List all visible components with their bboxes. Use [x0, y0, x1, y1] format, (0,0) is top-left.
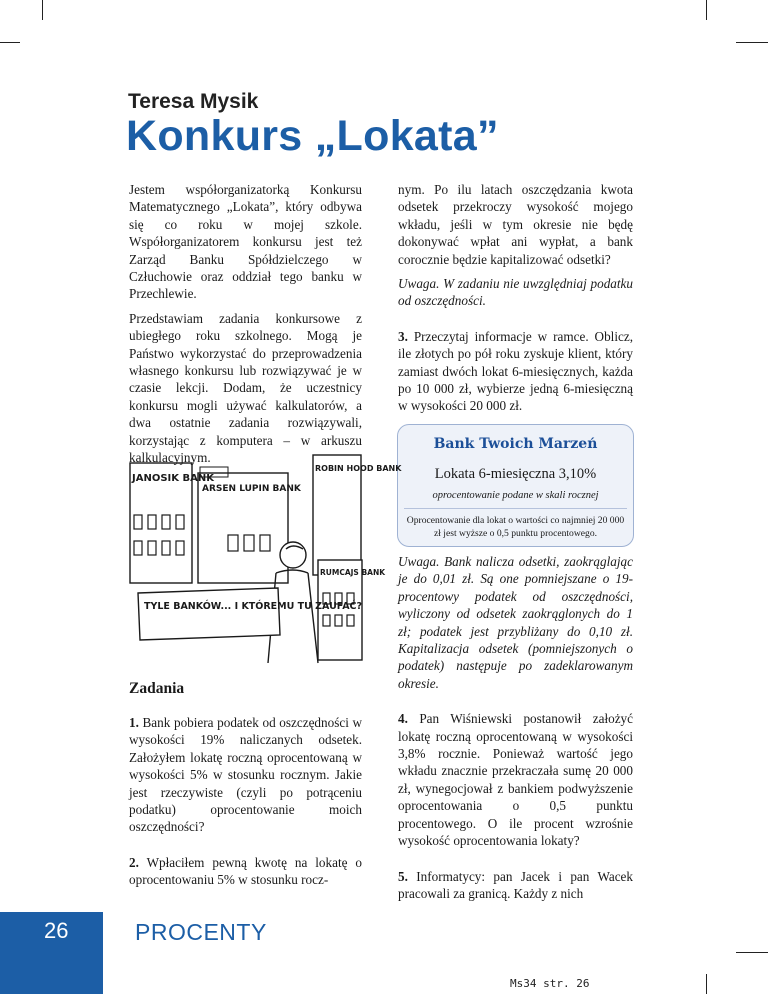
task-5	[398, 868, 633, 903]
bank-fine-print: Oprocentowanie dla lokat o wartości co najmniej 20 000 zł jest wyższe o 0,5 punktu procentowego.	[406, 515, 625, 539]
task-2-note: Uwaga. W zadaniu nie uwzględniaj podatku od oszczędności.	[398, 276, 633, 309]
task-5-text: Informatycy: pan Jacek i pan Wacek pracowali za granicą. Każdy z nich	[398, 868, 633, 901]
section-label: PROCENTY	[135, 919, 267, 945]
tasks-right-column	[398, 553, 633, 909]
print-slug: Ms34 str. 26	[510, 977, 590, 990]
task-2-text: Wpłaciłem pewną kwotę na lokatę o oprocentowaniu 5% w stosunku rocz-	[129, 854, 363, 888]
sign-robin: ROBIN HOOD BANK	[315, 464, 402, 473]
task-number: 4.	[398, 711, 408, 727]
article-title: Konkurs „Lokata”	[126, 112, 499, 160]
task-number: 3.	[398, 328, 408, 344]
intro-paragraph: Przedstawiam zadania konkursowe z ubiegłego roku szkolnego. Mogą je Państwo wykorzystać do przeprowadzenia własnego konkursu lub rozwiązywać je w czasie lekcji. Dodam, że uczestnicy konkursu mogli używać kalkulatorów, a dwa ostatnie zadania rozwiązywali, korzystając z komputera – w arkuszu kalkulacyjnym.	[129, 310, 362, 466]
sign-janosik: JANOSIK BANK	[132, 473, 214, 484]
crop-mark	[0, 42, 20, 43]
crop-mark	[42, 0, 43, 20]
speech-bubble	[138, 588, 280, 640]
task-number: 2.	[129, 854, 139, 870]
task-1	[129, 714, 362, 836]
task-4-text: Pan Wiśniewski postanowił założyć lokatę roczną oprocentowaną w wysokości 3,8% rocznie. Ponieważ wartość jego wkładu znacznie przekraczała sumę 20 000 zł, wynegocjował z bankiem podwyższenie oprocentowania o 0,5 punktu procentowego. O ile procent wzrośnie wysokość oprocentowania lokaty?	[398, 711, 633, 849]
right-column-top	[398, 181, 633, 422]
crop-mark	[706, 0, 707, 20]
crop-mark	[736, 952, 768, 953]
intro-paragraph: Jestem współorganizatorką Konkursu Matematycznego „Lokata”, który odbywa się co roku w mojej szkole. Współorganizatorem konkursu jest też Zarząd Banku Spółdzielczego w Człuchowie oraz oddział tego banku w Przechlewie.	[129, 182, 362, 302]
intro-column	[129, 181, 362, 474]
task-2	[129, 854, 362, 889]
task-3	[398, 328, 633, 415]
divider	[404, 508, 627, 509]
sign-rumcajs: RUMCAJS BANK	[320, 568, 386, 577]
task-number: 1.	[129, 715, 139, 730]
crop-mark	[736, 42, 768, 43]
task-1-text: Bank pobiera podatek od oszczędności w wysokości 19% naliczanych odsetek. Założyłem lokatę roczną oprocentowaną w wysokości 5% w stosunku rocznym. Jakie jest rzeczywiste (czyli po potrąceniu podatku) oprocentowanie moich oszczędności?	[129, 715, 363, 835]
speech-text: TYLE BANKÓW... I KTÓREMU TU ZAUFAĆ?	[144, 601, 363, 612]
author-name: Teresa Mysik	[128, 90, 259, 113]
bank-subtitle: oprocentowanie podane w skali rocznej	[432, 490, 599, 501]
task-number: 5.	[398, 868, 408, 884]
page-number: 26	[44, 918, 69, 943]
section-heading: Zadania	[129, 680, 185, 697]
tasks-left-column	[129, 714, 362, 896]
task-3-note: Uwaga. Bank nalicza odsetki, zaokrąglając je do 0,01 zł. Są one pomniejszane o 19-procentowy podatek od oszczędności, wyliczony od odsetek zaokrąglonych do 1 zł; podatek jest przybliżany do 0,10 zł. Kapitalizacja odsetek (pomniejszonych o podatek) następuje po zadeklarowanym okresie.	[398, 554, 633, 691]
crop-mark	[706, 974, 707, 994]
bank-offer: Lokata 6-miesięczna 3,10%	[434, 466, 597, 482]
sign-arsen: ARSEN LUPIN BANK	[202, 484, 301, 494]
task-2-continuation: nym. Po ilu latach oszczędzania kwota odsetek przekroczy wysokość mojego wkładu, jeśli w tym okresie nie będę dokonywać wpłat ani wypłat, a bank corocznie będzie kapitalizować odsetki?	[398, 182, 633, 267]
bank-name: Bank Twoich Marzeń	[433, 436, 598, 452]
building-robin	[313, 455, 361, 575]
bank-offer-box	[397, 424, 634, 547]
task-3-text: Przeczytaj informacje w ramce. Oblicz, ile złotych po pół roku zyskuje klient, który zamiast dwóch lokat 6-miesięcznych, każda po 10 000 zł, wybierze jedną 6-miesięczną w wysokości 20 000 zł.	[398, 328, 633, 414]
task-4	[398, 710, 633, 849]
cartoon-illustration	[128, 445, 402, 663]
